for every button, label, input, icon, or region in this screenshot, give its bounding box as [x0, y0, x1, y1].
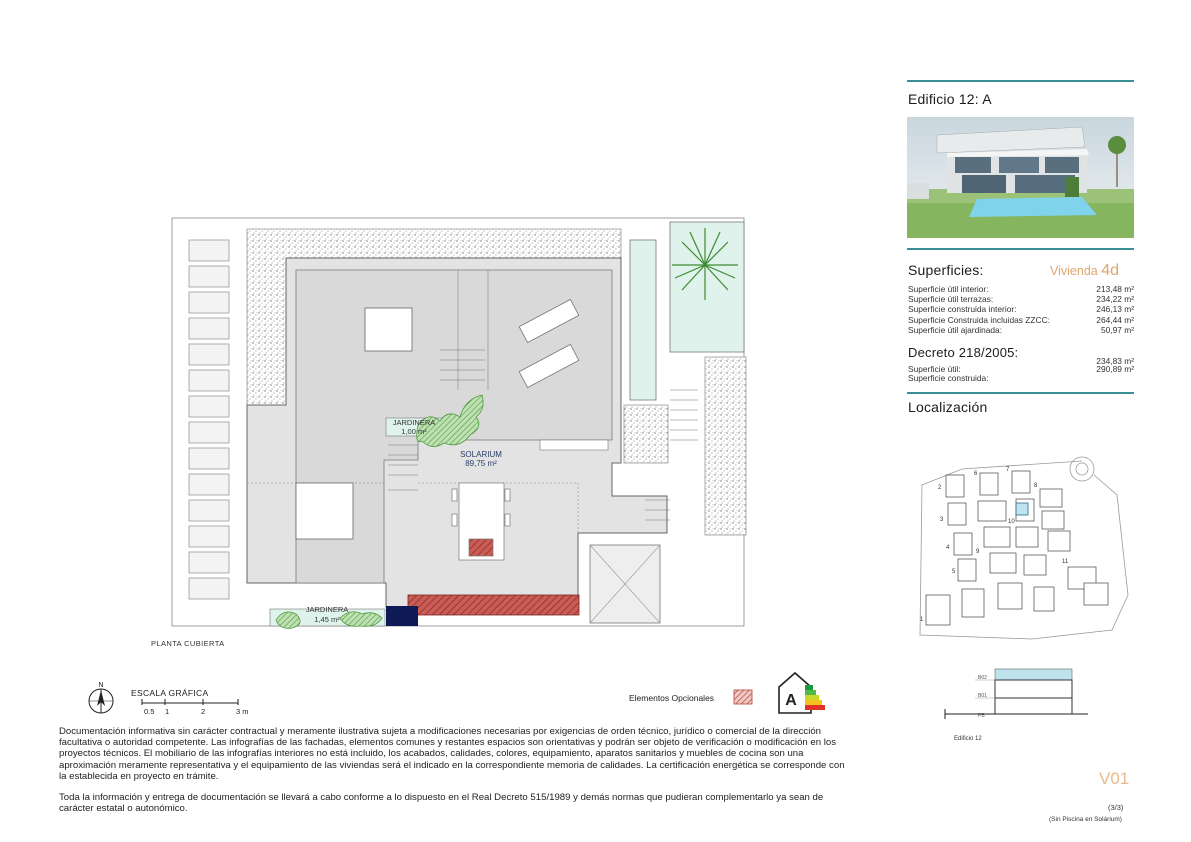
surface-row: Superficie construida interior: 246,13 m²: [908, 304, 1134, 315]
surface-row: Superficie útil ajardinada: 50,97 m²: [908, 324, 1134, 335]
level-label: PB: [978, 713, 985, 719]
site-plan: [912, 455, 1134, 645]
decree-heading: Decreto 218/2005:: [908, 345, 1019, 360]
skylight: [365, 308, 412, 351]
surface-row: Superficie Construida incluidas ZZCC: 264,44 m²: [908, 314, 1134, 325]
surfaces-table: [908, 284, 1134, 335]
level-label: B02: [978, 675, 987, 681]
disclaimer-paragraph: Toda la información y entrega de documentación se llevará a cabo conforme a lo dispuesto en el Real Decreto 515/1989 y demás normas que pudieran complementarlo ya sean de carácter estatal o autonómico.: [59, 792, 824, 815]
lot-number: 5: [952, 569, 956, 575]
palm-patio: [670, 222, 744, 352]
solarium-area: 89,75 m²: [465, 459, 497, 468]
scale-tick: 0.5: [144, 707, 155, 716]
level-label: B01: [978, 693, 987, 699]
mint-strip: [630, 240, 656, 400]
lot-number: 10: [1008, 519, 1015, 525]
skylight: [296, 483, 353, 539]
lot-number: 9: [976, 549, 980, 555]
decree-label: Superficie útil:: [908, 364, 961, 374]
energy-rating-icon: [777, 671, 827, 715]
scale-tick: 1: [165, 707, 170, 716]
energy-grade: A: [785, 692, 797, 709]
footer-note: (Sin Piscina en Solárium): [1049, 816, 1122, 823]
page-number: (3/3): [1108, 803, 1124, 812]
jardinera-bottom-label: JARDINERA: [305, 605, 349, 614]
north-label: N: [98, 682, 104, 689]
scale-label: ESCALA GRÁFICA: [131, 688, 209, 698]
divider: [907, 392, 1134, 394]
lot-number: 6: [974, 471, 978, 477]
surface-row: Superficie útil interior: 213,48 m²: [908, 284, 1134, 294]
location-heading: Localización: [908, 399, 988, 415]
decree-value: 234,83 m²: [1096, 356, 1134, 366]
building-render: [907, 117, 1134, 238]
scale-bar: [130, 697, 260, 717]
optional-swatch: [733, 689, 753, 705]
lot-number: 3: [940, 517, 944, 523]
dining-table: [452, 483, 510, 560]
lot-number: 4: [946, 545, 950, 551]
optional-block: [386, 606, 418, 626]
surfaces-heading: Superficies:: [908, 262, 984, 278]
divider: [907, 248, 1134, 250]
decree-label: Superficie construida:: [908, 373, 989, 384]
section-diagram: [940, 665, 1100, 745]
optional-legend-label: Elementos Opcionales: [629, 693, 715, 703]
optional-kitchen: [408, 595, 579, 615]
north-arrow-icon: [86, 680, 116, 716]
decree-table: [908, 356, 1134, 383]
surface-row: Superficie útil terrazas: 234,22 m²: [908, 294, 1134, 305]
scale-tick: 2: [201, 707, 206, 716]
section-caption: Edificio 12: [954, 736, 982, 742]
lot-number: 2: [938, 485, 942, 491]
jardinera-bottom-area: 1,45 m²: [314, 615, 340, 624]
jardinera-top-area: 1,00 m²: [401, 427, 427, 436]
highlighted-unit: [1016, 503, 1028, 515]
decree-value: 290,89 m²: [1096, 364, 1134, 374]
lot-number: 11: [1062, 559, 1069, 565]
plan-caption: PLANTA CUBIERTA: [151, 639, 225, 648]
jardinera-top-label: JARDINERA: [392, 418, 436, 427]
unit-label: Vivienda: [1050, 264, 1102, 278]
solarium-label: SOLARIUM: [460, 450, 502, 459]
lot-number: 1: [920, 617, 924, 623]
unit-number: 4d: [1101, 262, 1119, 279]
lot-number: 8: [1034, 483, 1038, 489]
unit-id: [1050, 262, 1119, 280]
disclaimer-paragraph: Documentación informativa sin carácter contractual y meramente ilustrativa sujeta a modificaciones necesarias por exigencias de orden técnico, jurídico o comercial de la dirección facultativa o autoridad competente. Las infografías de las fachadas, elementos comunes y restantes espacios son orientativas y podrán ser objeto de verificación o modificación en los proyectos técnicos. El mobiliario de las infografías interiores no está incluido, los acabados, calidades, colores, equipamiento, aparatos sanitarios y muebles de cocina son una aproximación meramente representativa y el equipamiento de las viviendas será el indicado en la correspondiente memoria de calidades. La certificación energética se corresponde con la establecida en proyecto en trámite.: [59, 726, 845, 782]
version-label: V01: [1099, 769, 1130, 788]
scale-tick: 3 m: [236, 707, 249, 716]
building-title: Edificio 12: A: [908, 91, 992, 107]
divider: [907, 80, 1134, 82]
lot-number: 7: [1006, 467, 1010, 473]
